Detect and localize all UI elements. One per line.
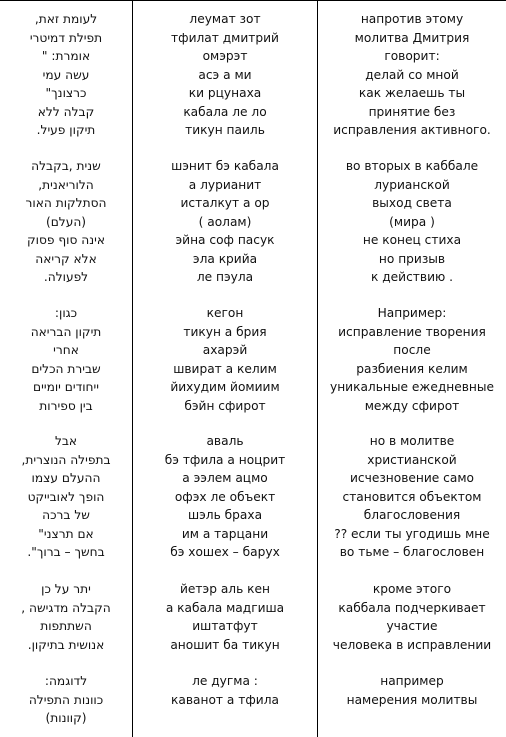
hebrew-line: בתפילה הנוצרית, [21, 452, 111, 467]
russian-line: но в молитве [369, 434, 455, 448]
russian-line: разбиения келим [356, 361, 468, 376]
hebrew-line: יתר על כן [41, 582, 91, 596]
hebrew-line: (קוונות) [45, 711, 87, 725]
russian-paragraph [318, 10, 506, 140]
transliteration-line: бэ хошех – барух [170, 545, 280, 559]
russian-line: (мира ) [389, 214, 435, 229]
russian-line: Например: [377, 306, 447, 320]
hebrew-line: כרצונך" [45, 86, 87, 100]
russian-column [318, 0, 506, 737]
hebrew-line: אנושית בתיקון. [27, 637, 105, 652]
transliteration-line: им а тарцани [181, 526, 269, 541]
russian-line: принятие без [368, 104, 456, 119]
russian-line: во тьме – благословен [339, 545, 485, 559]
hebrew-line: הסתלקות האור [25, 196, 107, 210]
transliteration-paragraph [133, 304, 317, 415]
transliteration-paragraph [133, 157, 317, 287]
transliteration-line: ахарэй [202, 343, 248, 357]
transliteration-line: шэль браха [187, 508, 263, 522]
russian-paragraph [318, 432, 506, 562]
transliteration-line: а ээлем ацмо [182, 471, 268, 485]
transliteration-line: иштатфут [192, 619, 258, 633]
hebrew-line: תיקון פעיל. [36, 123, 96, 137]
transliteration-line: кабала ле ло [183, 104, 267, 119]
hebrew-line: אחרי [53, 343, 79, 357]
hebrew-column [0, 0, 132, 737]
hebrew-line: קבלה ללא [37, 104, 95, 119]
transliteration-paragraph [133, 580, 317, 654]
hebrew-line: לדוגמה: [44, 674, 88, 688]
russian-line: исчезновение само [350, 471, 474, 485]
transliteration-line: асэ а ми [198, 67, 252, 82]
transliteration-line: аваль [206, 434, 244, 448]
hebrew-line: בחשך – ברוך". [27, 545, 105, 559]
transliteration-line: кегон [206, 306, 244, 320]
hebrew-line: (העלם) [45, 214, 87, 229]
russian-line: участие [386, 619, 438, 633]
transliteration-line: эйна соф пасук [175, 233, 275, 247]
transliteration-line: бэ тфила а ноцрит [164, 452, 286, 467]
transliteration-paragraph [133, 672, 317, 709]
hebrew-line: שנית ,בקבלה [31, 159, 101, 173]
transliteration-paragraph [133, 432, 317, 562]
transliteration-line: ( аолам) [198, 214, 252, 229]
transliteration-column [133, 0, 317, 737]
russian-line: человека в исправлении [332, 637, 492, 652]
russian-line: делай со мной [365, 67, 459, 82]
russian-paragraph [318, 672, 506, 709]
russian-line: ?? если ты угодишь мне [334, 526, 490, 541]
russian-line: говорит: [384, 49, 440, 63]
transliteration-line: швират а келим [173, 361, 277, 376]
hebrew-line: לפעולה. [43, 270, 89, 284]
russian-paragraph [318, 580, 506, 654]
russian-line: к действию . [371, 270, 453, 284]
hebrew-line: אינה סוף פסוק [27, 233, 105, 247]
hebrew-paragraph [0, 10, 132, 140]
hebrew-line: כוונות התפילה [28, 692, 104, 707]
hebrew-line: בין ספירות [39, 398, 93, 413]
transliteration-line: а кабала мадгиша [165, 600, 285, 615]
hebrew-line: ההעלם עצמו [31, 471, 101, 485]
transliteration-line: каванот а тфила [171, 692, 279, 707]
hebrew-paragraph [0, 672, 132, 728]
transliteration-line: эла крийа [192, 251, 258, 266]
hebrew-line: תיקון הבריאה [30, 324, 102, 339]
russian-line: лурианской [374, 177, 450, 192]
transliteration-line: омэрэт [202, 49, 248, 63]
transliteration-line: офэх ле объект [174, 489, 276, 504]
russian-line: например [380, 674, 444, 688]
russian-line: как желаешь ты [358, 86, 466, 100]
hebrew-paragraph [0, 580, 132, 654]
transliteration-line: ле дугма : [192, 674, 258, 688]
hebrew-paragraph [0, 432, 132, 562]
transliteration-line: аношит ба тикун [170, 637, 280, 652]
russian-line: уникальные ежедневные [329, 380, 494, 394]
russian-line: исправление творения [338, 324, 486, 339]
hebrew-line: אומרת: " [41, 49, 91, 63]
hebrew-line: עשה עמי [42, 67, 90, 82]
russian-line: во вторых в каббале [345, 159, 479, 173]
hebrew-line: לעומת זאת, [34, 12, 98, 26]
transliteration-line: исталкут а ор [180, 196, 270, 210]
russian-line: после [393, 343, 431, 357]
russian-line: исправления активного. [333, 123, 491, 137]
hebrew-line: תפילת דמיטרי [29, 30, 103, 45]
hebrew-line: ייחודים יומיים [33, 380, 99, 394]
transliteration-line: тикун паиль [185, 123, 265, 137]
russian-line: молитва Дмитрия [354, 30, 470, 45]
russian-paragraph [318, 157, 506, 287]
transliteration-line: а лурианит [188, 177, 262, 192]
transliteration-line: йихудим йомиим [170, 380, 280, 394]
transliteration-line: йетэр аль кен [180, 582, 270, 596]
transliteration-line: шэнит бэ кабала [171, 159, 279, 173]
hebrew-line: השתתפות [40, 619, 92, 633]
russian-line: намерения молитвы [346, 692, 478, 707]
russian-line: каббала подчеркивает [338, 600, 486, 615]
hebrew-line: של ברכה [42, 508, 90, 522]
transliteration-line: ки рцунаха [188, 86, 262, 100]
hebrew-paragraph [0, 157, 132, 287]
transliteration-line: леумат зот [189, 12, 261, 26]
russian-paragraph [318, 304, 506, 415]
hebrew-line: הופך לאובייקט [27, 489, 105, 504]
russian-line: выход света [372, 196, 452, 210]
hebrew-line: כגון: [54, 306, 78, 320]
hebrew-line: הקבלה מדגישה , [21, 600, 111, 615]
russian-line: кроме этого [372, 582, 452, 596]
hebrew-line: אלא קריאה [35, 251, 97, 266]
russian-line: не конец стиха [362, 233, 462, 247]
transliteration-line: бэйн сфирот [184, 398, 266, 413]
hebrew-paragraph [0, 304, 132, 415]
hebrew-line: אם תרצני" [38, 526, 94, 541]
russian-line: христианской [367, 452, 457, 467]
hebrew-line: שבירת הכלים [31, 361, 101, 376]
russian-line: между сфирот [364, 398, 460, 413]
transliteration-line: тфилат дмитрий [171, 30, 279, 45]
transliteration-line: ле пэула [196, 270, 254, 284]
russian-line: но призыв [378, 251, 446, 266]
hebrew-line: הלוריאנית, [38, 177, 94, 192]
russian-line: напротив этому [360, 12, 464, 26]
transliteration-line: тикун а брия [183, 324, 267, 339]
transliteration-paragraph [133, 10, 317, 140]
russian-line: становится объектом [342, 489, 482, 504]
hebrew-line: אבל [54, 434, 78, 448]
russian-line: благословения [363, 508, 461, 522]
